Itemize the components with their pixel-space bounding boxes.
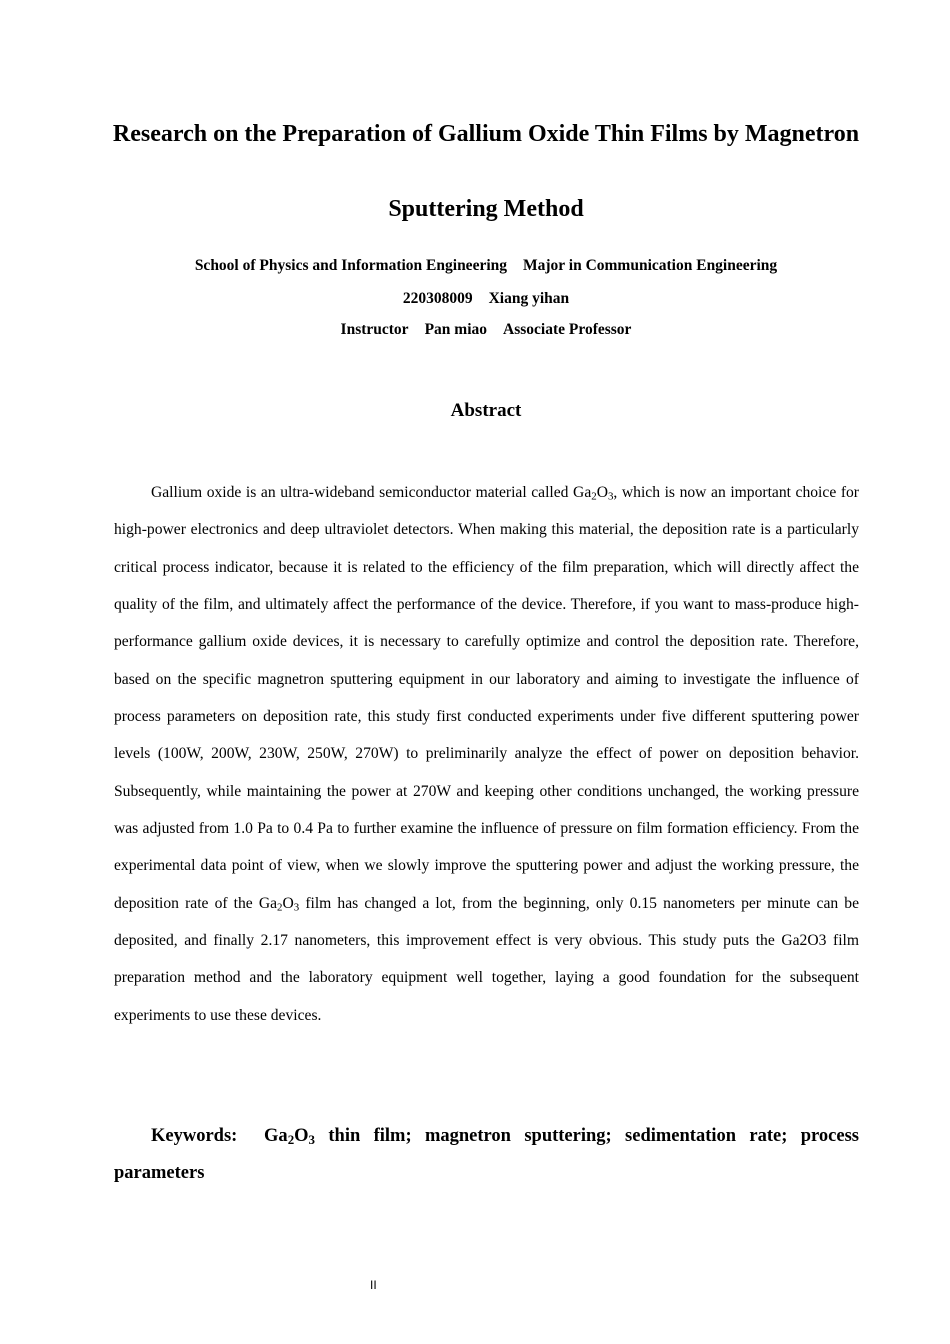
affiliation-line bbox=[100, 257, 872, 275]
page-number: II bbox=[370, 1278, 377, 1292]
instructor-line bbox=[100, 321, 872, 339]
title-line-1: Research on the Preparation of Gallium Oxide Thin Films by Magnetron bbox=[112, 121, 860, 147]
title-line-2: Sputtering Method bbox=[388, 196, 584, 222]
instructor-name: Pan miao bbox=[424, 321, 488, 338]
keywords: Keywords: $Ga_2O_3$ thin film; magnetron sputtering; sedimentation rate; process parameters bbox=[114, 1126, 859, 1183]
student-id: 220308009 bbox=[402, 290, 473, 307]
major-name: Major in Communication Engineering bbox=[523, 257, 778, 274]
instructor-title: Associate Professor bbox=[503, 321, 632, 338]
student-name: Xiang yihan bbox=[488, 290, 570, 307]
paper-title bbox=[100, 97, 872, 247]
instructor-label: Instructor bbox=[340, 321, 409, 338]
student-line bbox=[100, 290, 872, 308]
keywords-label: Keywords: bbox=[151, 1126, 238, 1146]
abstract-heading: Abstract bbox=[450, 400, 522, 421]
abstract-body: Gallium oxide is an ultra-wideband semiconductor material called $Ga_2O_3$, which is now an important choice for high-power electronics and deep ultraviolet detectors. When making this material, the deposition rate is a particularly critical process indicator, because it is related to the efficiency of the film preparation, which will directly affect the quality of the film, and ultimately affect the performance of the device. Therefore, if you want to mass-produce high-performance gallium oxide devices, it is necessary to carefully optimize and control the deposition rate. Therefore, based on the specific magnetron sputtering equipment in our laboratory and aiming to investigate the influence of process parameters on deposition rate, this study first conducted experiments under five different sputtering power levels (100W, 200W, 230W, 250W, 270W) to preliminarily analyze the effect of power on deposition behavior. Subsequently, while maintaining the power at 270W and keeping other conditions unchanged, the working pressure was adjusted from 1.0 Pa to 0.4 Pa to further examine the influence of pressure on film formation efficiency. From the experimental data point of view, when we slowly improve the sputtering power and adjust the working pressure, the deposition rate of the $Ga_2O_3$ film has changed a lot, from the beginning, only 0.15 nanometers per minute can be deposited, and finally 2.17 nanometers, this improvement effect is very obvious. This study puts the Ga2O3 film preparation method and the laboratory equipment well together, laying a good foundation for the subsequent experiments to use these devices. bbox=[114, 484, 860, 1024]
school-name: School of Physics and Information Engineering bbox=[194, 257, 507, 274]
keywords-text: thin film; magnetron sputtering; sedimentation rate; process parameters bbox=[114, 1126, 859, 1183]
